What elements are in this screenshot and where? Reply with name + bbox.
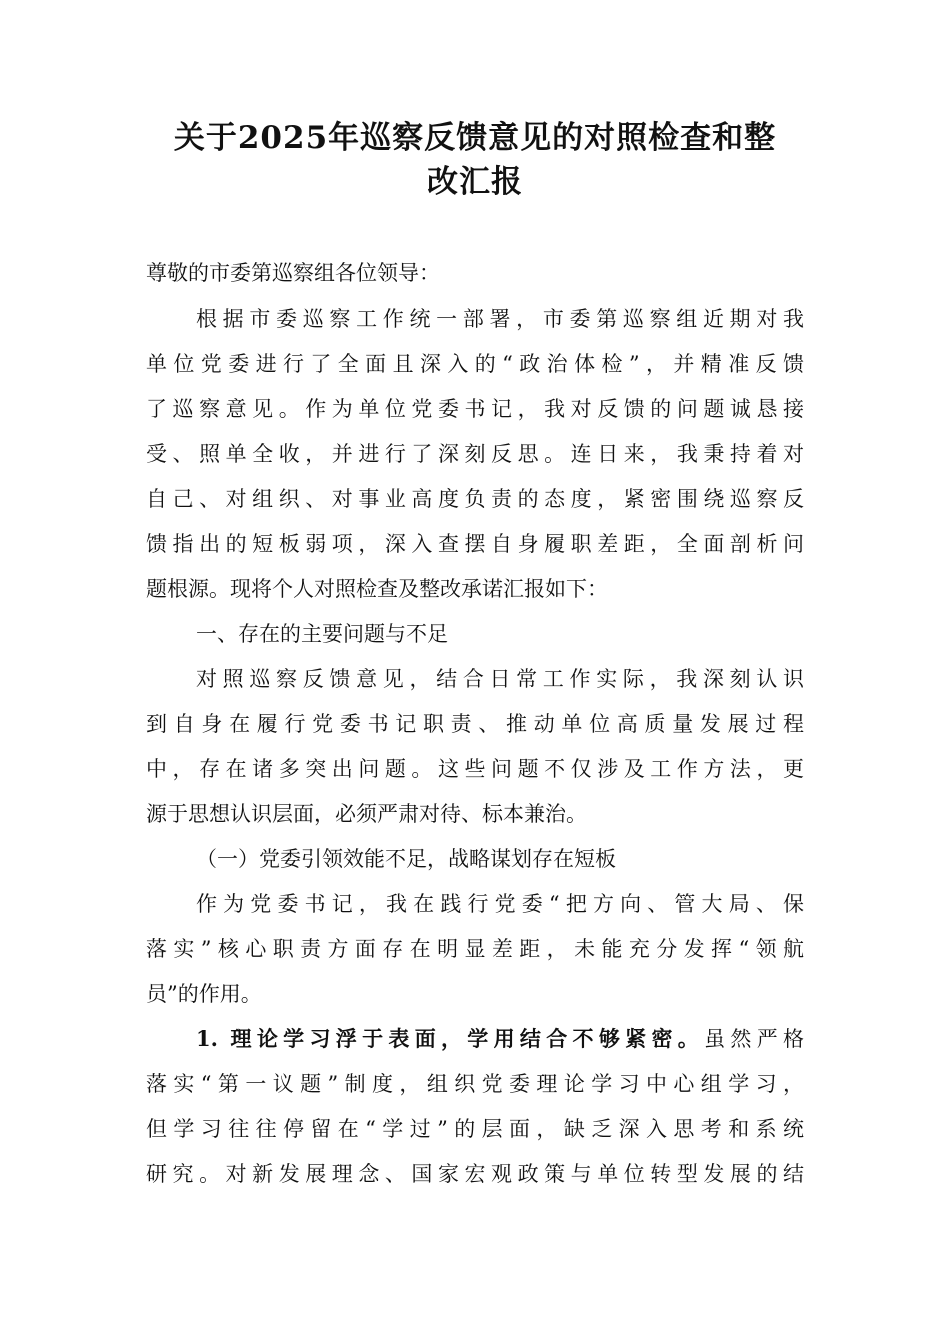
document-title-line-2: 改汇报 bbox=[427, 164, 523, 200]
salutation: 尊敬的市委第巡察组各位领导： bbox=[146, 261, 440, 285]
item-1-first-rest: 虽然严格 bbox=[704, 1027, 805, 1051]
subsection1-line: 员”的作用。 bbox=[146, 982, 262, 1006]
section1-line: 到自身在履行党委书记职责、推动单位高质量发展过程 bbox=[146, 712, 804, 736]
section-heading-1: 一、存在的主要问题与不足 bbox=[196, 622, 448, 646]
subsection-heading-1: （一）党委引领效能不足，战略谋划存在短板 bbox=[196, 847, 616, 871]
section1-line: 中，存在诸多突出问题。这些问题不仅涉及工作方法，更 bbox=[146, 757, 804, 781]
intro-line: 了巡察意见。作为单位党委书记，我对反馈的问题诚恳接 bbox=[146, 397, 804, 421]
section1-line: 对照巡察反馈意见，结合日常工作实际，我深刻认识 bbox=[196, 667, 804, 691]
intro-line: 受、照单全收，并进行了深刻反思。连日来，我秉持着对 bbox=[146, 442, 804, 466]
intro-line: 题根源。现将个人对照检查及整改承诺汇报如下： bbox=[146, 577, 608, 601]
intro-line: 馈指出的短板弱项，深入查摆自身履职差距，全面剖析问 bbox=[146, 532, 804, 556]
item-1-heading: 1. 理论学习浮于表面，学用结合不够紧密。 bbox=[196, 1026, 705, 1051]
subsection1-line: 落实”核心职责方面存在明显差距，未能充分发挥“领航 bbox=[146, 937, 804, 961]
item1-line: 但学习往往停留在“学过”的层面，缺乏深入思考和系统 bbox=[146, 1117, 804, 1141]
item1-line: 落实“第一议题”制度，组织党委理论学习中心组学习， bbox=[146, 1072, 804, 1096]
intro-line: 根据市委巡察工作统一部署，市委第巡察组近期对我 bbox=[196, 307, 804, 331]
subsection1-line: 作为党委书记，我在践行党委“把方向、管大局、保 bbox=[196, 892, 804, 916]
item-1-first-line bbox=[196, 1024, 804, 1054]
intro-line: 单位党委进行了全面且深入的“政治体检”，并精准反馈 bbox=[146, 352, 804, 376]
section1-line: 源于思想认识层面，必须严肃对待、标本兼治。 bbox=[146, 802, 587, 826]
document-title-line-1: 关于2025年巡察反馈意见的对照检查和整 bbox=[173, 120, 777, 156]
item1-line: 研究。对新发展理念、国家宏观政策与单位转型发展的结 bbox=[146, 1162, 804, 1186]
intro-line: 自己、对组织、对事业高度负责的态度，紧密围绕巡察反 bbox=[146, 487, 804, 511]
